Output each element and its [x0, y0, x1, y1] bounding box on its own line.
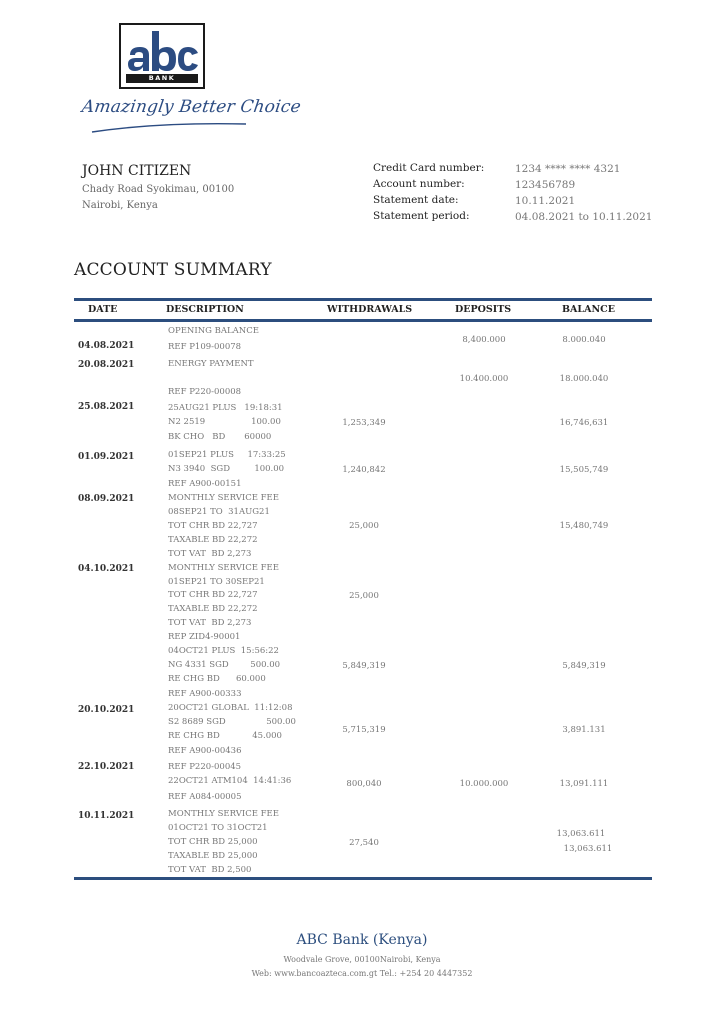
statement-period-label: Statement period:	[373, 210, 470, 222]
balance-amount: 13,063.611	[563, 844, 613, 854]
balance-amount: 3,891.131	[562, 725, 606, 735]
withdrawal-amount: 25,000	[349, 521, 379, 531]
description-line: REF A900-00436	[168, 746, 242, 756]
balance-amount: 13,091.111	[559, 779, 609, 789]
withdrawal-amount: 800,040	[346, 779, 382, 789]
abc-logo-letters-icon	[126, 29, 200, 73]
description-line: TOT VAT BD 2,273	[168, 549, 252, 559]
table-header-rule	[74, 319, 652, 322]
row-date: 25.08.2021	[78, 402, 135, 412]
footer-bank-name: ABC Bank (Kenya)	[296, 932, 428, 948]
description-line: TAXABLE BD 25,000	[168, 851, 258, 861]
description-line: TOT CHR BD 22,727	[168, 521, 258, 531]
description-line: S2 8689 SGD 500.00	[168, 717, 296, 727]
description-line: 01SEP21 PLUS 17:33:25	[168, 450, 286, 460]
description-line: REF A900-00151	[168, 479, 242, 489]
section-title: ACCOUNT SUMMARY	[74, 260, 272, 280]
description-line: TOT VAT BD 2,500	[168, 865, 252, 875]
row-date: 01.09.2021	[78, 452, 135, 462]
customer-address-line2: Nairobi, Kenya	[82, 200, 158, 211]
withdrawal-amount: 1,240,842	[342, 465, 386, 475]
description-line: TAXABLE BD 22,272	[168, 604, 258, 614]
balance-amount: 13,063.611	[556, 829, 606, 839]
description-line: 08SEP21 TO 31AUG21	[168, 507, 270, 517]
description-line: MONTHLY SERVICE FEE	[168, 809, 279, 819]
balance-amount: 8.000.040	[562, 335, 606, 345]
description-line: 25AUG21 PLUS 19:18:31	[168, 403, 283, 413]
row-date: 04.08.2021	[78, 341, 135, 351]
withdrawal-amount: 27,540	[349, 838, 379, 848]
credit-card-value: 1234 **** **** 4321	[515, 163, 621, 175]
footer-contact: Web: www.bancoazteca.com.gt Tel.: +254 20 4447352	[251, 969, 473, 978]
deposit-amount: 10.400.000	[459, 374, 509, 384]
row-date: 08.09.2021	[78, 494, 135, 504]
customer-address-line1: Chady Road Syokimau, 00100	[82, 184, 235, 195]
description-line: REF A084-00005	[168, 792, 242, 802]
description-line: 04OCT21 PLUS 15:56:22	[168, 646, 279, 656]
description-line: MONTHLY SERVICE FEE	[168, 563, 279, 573]
footer-address: Woodvale Grove, 00100Nairobi, Kenya	[283, 955, 441, 964]
credit-card-label: Credit Card number:	[373, 162, 485, 174]
description-line: REF P220-00008	[168, 387, 242, 397]
balance-amount: 15,480,749	[559, 521, 609, 531]
row-date: 22.10.2021	[78, 762, 135, 772]
description-line: N3 3940 SGD 100.00	[168, 464, 285, 474]
table-top-rule	[74, 298, 652, 301]
logo-tagline: Amazingly Better Choice	[80, 97, 303, 117]
description-line: REP ZID4-90001	[168, 632, 241, 642]
account-number-value: 123456789	[515, 179, 576, 191]
row-date: 20.10.2021	[78, 705, 135, 715]
description-line: REF P109-00078	[168, 342, 242, 352]
description-line: TOT CHR BD 22,727	[168, 590, 258, 600]
description-line: N2 2519 100.00	[168, 417, 281, 427]
withdrawal-amount: 5,715,319	[342, 725, 386, 735]
header-balance: BALANCE	[562, 304, 615, 315]
description-line: NG 4331 SGD 500.00	[168, 660, 281, 670]
deposit-amount: 10.000.000	[459, 779, 509, 789]
bank-logo	[119, 23, 205, 89]
description-line: OPENING BALANCE	[168, 326, 259, 336]
description-line: 22OCT21 ATM104 14:41:36	[168, 776, 292, 786]
description-line: MONTHLY SERVICE FEE	[168, 493, 279, 503]
header-withdrawals: WITHDRAWALS	[327, 304, 413, 315]
description-line: RE CHG BD 60.000	[168, 674, 266, 684]
description-line: TOT CHR BD 25,000	[168, 837, 258, 847]
description-line: 01OCT21 TO 31OCT21	[168, 823, 268, 833]
header-deposits: DEPOSITS	[455, 304, 512, 315]
statement-date-value: 10.11.2021	[515, 195, 576, 207]
row-date: 04.10.2021	[78, 564, 135, 574]
withdrawal-amount: 5,849,319	[342, 661, 386, 671]
description-line: RE CHG BD 45.000	[168, 731, 282, 741]
balance-amount: 18.000.040	[559, 374, 609, 384]
customer-name: JOHN CITIZEN	[82, 163, 192, 179]
header-description: DESCRIPTION	[166, 304, 244, 315]
description-line: BK CHO BD 60000	[168, 432, 272, 442]
balance-amount: 15,505,749	[559, 465, 609, 475]
description-line: TAXABLE BD 22,272	[168, 535, 258, 545]
description-line: 20OCT21 GLOBAL 11:12:08	[168, 703, 293, 713]
statement-period-value: 04.08.2021 to 10.11.2021	[515, 211, 653, 223]
tagline-swoosh-icon	[90, 118, 250, 134]
table-bottom-rule	[74, 877, 652, 880]
header-date: DATE	[88, 304, 118, 315]
deposit-amount: 8,400.000	[462, 335, 506, 345]
row-date: 10.11.2021	[78, 811, 135, 821]
withdrawal-amount: 25,000	[349, 591, 379, 601]
row-date: 20.08.2021	[78, 360, 135, 370]
balance-amount: 16,746,631	[559, 418, 609, 428]
description-line: TOT VAT BD 2,273	[168, 618, 252, 628]
description-line: REF P220-00045	[168, 762, 242, 772]
description-line: ENERGY PAYMENT	[168, 359, 254, 369]
statement-date-label: Statement date:	[373, 194, 459, 206]
withdrawal-amount: 1,253,349	[342, 418, 386, 428]
balance-amount: 5,849,319	[562, 661, 606, 671]
description-line: 01SEP21 TO 30SEP21	[168, 577, 265, 587]
logo-bank-label: BANK	[126, 74, 198, 83]
description-line: REF A900-00333	[168, 689, 242, 699]
account-number-label: Account number:	[373, 178, 465, 190]
